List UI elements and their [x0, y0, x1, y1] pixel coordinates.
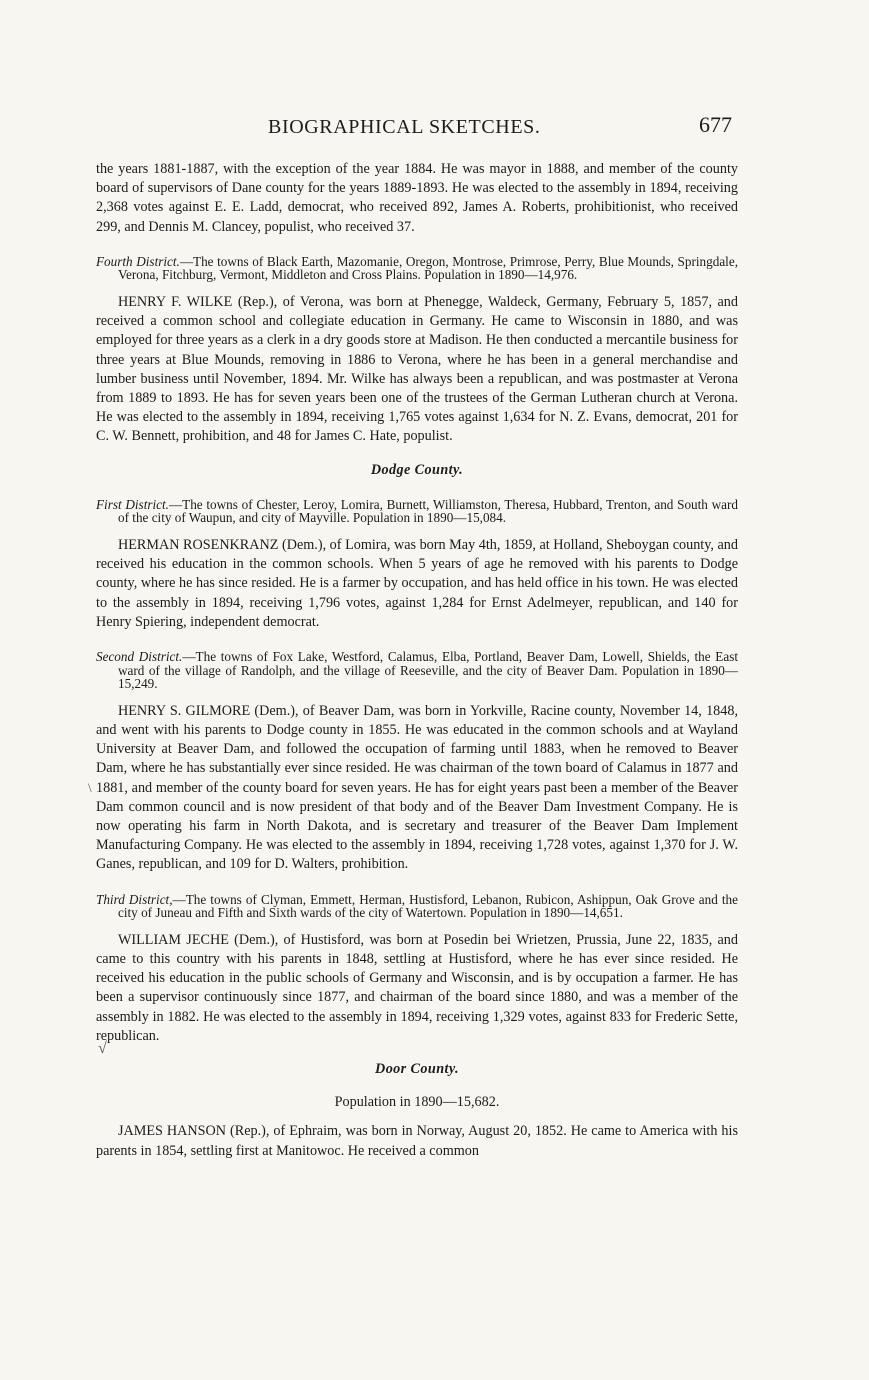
- district-text: —The towns of Clyman, Emmett, Herman, Hustisford, Lebanon, Rubicon, Ashippun, Oak Grove and the city of Juneau and Fifth and Sixth wards of the city of Watertown. Population in 1890—14,651.: [118, 891, 739, 921]
- district-description-dodge-third: [96, 893, 738, 920]
- body-text: [96, 160, 738, 1161]
- door-population: Population in 1890—15,682.: [334, 1094, 500, 1111]
- district-label: Fourth District.: [96, 253, 180, 269]
- district-label: Third District,: [96, 891, 173, 907]
- page-number: 677: [699, 112, 732, 137]
- margin-checkmark: √: [98, 1040, 107, 1057]
- biography-wilke: HENRY F. WILKE (Rep.), of Verona, was born at Phenegge, Waldeck, Germany, February 5, 1857, and received a common school and collegiate education in Germany. He came to Wisconsin in 1880, and was employed for three years as a clerk in a dry goods store at Madison. He then conducted a mercantile business for three years at Blue Mounds, removing in 1886 to Verona, where he has been in a general merchandise and lumber business until November, 1894. Mr. Wilke has always been a republican, and was postmaster at Verona from 1889 to 1893. He has for seven years been one of the trustees of the German Lutheran church at Verona. He was elected to the assembly in 1894, receiving 1,765 votes against 1,634 for N. Z. Evans, democrat, 201 for C. W. Bennett, prohibition, and 48 for James C. Hate, populist.: [96, 294, 738, 445]
- district-text: —The towns of Chester, Leroy, Lomira, Burnett, Williamston, Theresa, Hubbard, Trenton, and South ward of the city of Waupun, and city of Mayville. Population in 1890—15,084.: [118, 496, 738, 526]
- biography-hanson: JAMES HANSON (Rep.), of Ephraim, was born in Norway, August 20, 1852. He came to America with his parents in 1854, settling first at Manitowoc. He received a common: [96, 1123, 738, 1159]
- page-header: [96, 112, 738, 142]
- district-text: —The towns of Black Earth, Mazomanie, Oregon, Montrose, Primrose, Perry, Blue Mounds, Springdale, Verona, Fitchburg, Vermont, Middleton and Cross Plains. Population in 1890—14,976.: [118, 253, 738, 283]
- district-description-dodge-second: [96, 650, 738, 691]
- margin-tick-mark: \: [88, 780, 92, 795]
- continued-paragraph: the years 1881-1887, with the exception of the year 1884. He was mayor in 1888, and member of the county board of supervisors of Dane county for the years 1889-1893. He was elected to the assembly in 1894, receiving 2,368 votes against E. E. Ladd, democrat, who received 892, James A. Roberts, prohibitionist, who received 299, and Dennis M. Clancey, populist, who received 37.: [96, 161, 738, 235]
- district-label: First District.: [96, 496, 169, 512]
- district-description-dodge-first: [96, 498, 738, 525]
- county-heading-dodge: Dodge County.: [370, 461, 464, 478]
- district-label: Second District.: [96, 649, 183, 665]
- running-head: BIOGRAPHICAL SKETCHES.: [268, 116, 541, 138]
- district-text: —The towns of Fox Lake, Westford, Calamus, Elba, Portland, Beaver Dam, Lowell, Shields, the East ward of the village of Randolph, and the village of Reeseville, and the city of Beaver Dam. Population in 1890—15,249.: [118, 649, 738, 692]
- biography-rosenkranz: HERMAN ROSENKRANZ (Dem.), of Lomira, was born May 4th, 1859, at Holland, Sheboygan county, and received his education in the common schools. When 5 years of age he removed with his parents to Dodge county, where he has since resided. He is a farmer by occupation, and has held office in his town. He was elected to the assembly in 1894, receiving 1,796 votes, against 1,284 for Ernst Adelmeyer, republican, and 140 for Henry Spiering, independent democrat.: [96, 537, 738, 630]
- biography-gilmore: HENRY S. GILMORE (Dem.), of Beaver Dam, was born in Yorkville, Racine county, November 14, 1848, and went with his parents to Dodge county in 1855. He was educated in the common schools and at Wayland University at Beaver Dam, and followed the occupation of farming until 1883, when he removed to Beaver Dam, where he has substantially ever since resided. He was chairman of the town board of Calamus in 1877 and 1881, and member of the county board for seven years. He has for eight years past been a member of the Beaver Dam common council and is now president of that body and of the Beaver Dam Investment Company. He is now operating his farm in North Dakota, and is secretary and treasurer of the Beaver Dam Implement Manufacturing Company. He was elected to the assembly in 1894, receiving 1,728 votes, against 1,370 for J. W. Ganes, republican, and 109 for D. Walters, prohibition.: [96, 702, 738, 873]
- biography-jeche: WILLIAM JECHE (Dem.), of Hustisford, was born at Posedin bei Wrietzen, Prussia, June 22, 1835, and came to this country with his parents in 1848, settling at Hustisford, where he has ever since resided. He received his education in the public schools of Germany and Wisconsin, and is by occupation a farmer. He has been a supervisor continuously since 1877, and chairman of the board since 1880, and was a member of the assembly in 1882. He was elected to the assembly in 1894, receiving 1,329 votes, against 833 for Frederic Sette, republican.: [96, 931, 738, 1044]
- district-description-fourth: [96, 255, 738, 282]
- county-heading-door: Door County.: [375, 1061, 459, 1078]
